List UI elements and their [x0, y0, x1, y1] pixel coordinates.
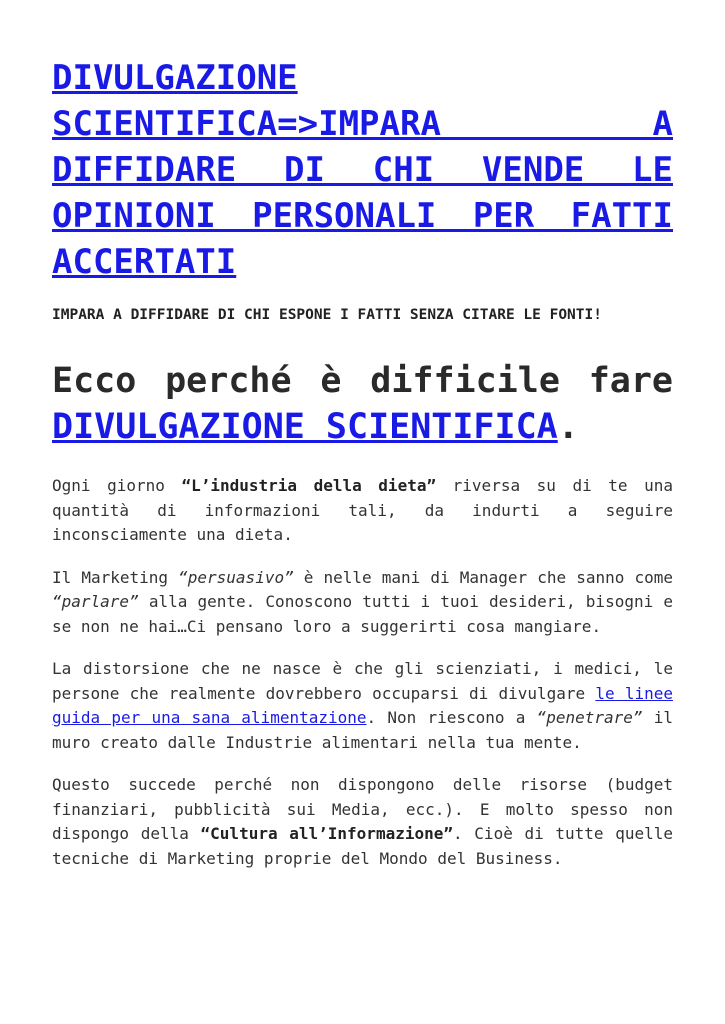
- linee-guida-link[interactable]: le linee guida per una sana alimentazione: [52, 683, 673, 727]
- p1-bold: “L’industria della dieta”: [181, 476, 437, 495]
- p2-text-e: alla gente. Conoscono tutti i tuoi desideri, bisogni e se non ne hai…Ci pensano loro a suggerirti cosa mangiare.: [52, 592, 673, 636]
- p4-text-a: Questo succede perché non dispongono delle risorse (budget finanziari, pubblicità sui Media, ecc.). E molto spesso non dispongo della: [52, 775, 673, 843]
- divulgazione-link[interactable]: DIVULGAZIONE SCIENTIFICA: [52, 407, 558, 447]
- p2-italic-2: “parlare”: [52, 592, 139, 611]
- p2-text-a: Il Marketing: [52, 567, 179, 587]
- p2-italic-1: “persuasivo”: [178, 567, 294, 587]
- paragraph-1: [52, 474, 673, 548]
- p4-text-c: . Cioè di tutte quelle tecniche di Marketing proprie del Mondo del Business.: [52, 824, 674, 868]
- paragraph-2: [52, 566, 673, 640]
- p1-text-a: Ogni giorno: [52, 476, 182, 495]
- p1-text-c: riversa su di te una quantità di informazioni tali, da indurti a seguire inconsciamente una dieta.: [52, 476, 673, 544]
- section-heading-prefix: Ecco perché è difficile fare: [52, 361, 673, 401]
- p3-italic: “penetrare”: [536, 708, 643, 727]
- section-heading-suffix: .: [557, 407, 579, 447]
- p3-text-b: . Non riescono a: [366, 708, 537, 727]
- section-heading: [52, 358, 673, 450]
- paragraph-3: [52, 657, 673, 755]
- article-title: [52, 55, 673, 285]
- p3-text-d: il muro creato dalle Industrie alimentari nella tua mente.: [52, 708, 673, 752]
- article-subtitle: IMPARA A DIFFIDARE DI CHI ESPONE I FATTI SENZA CITARE LE FONTI!: [52, 307, 602, 323]
- p2-text-c: è nelle mani di Manager che sanno come: [293, 567, 673, 587]
- paragraph-4: [52, 773, 673, 871]
- article-title-link[interactable]: DIVULGAZIONE SCIENTIFICA=>IMPARA A DIFFIDARE DI CHI VENDE LE OPINIONI PERSONALI PER FATTI ACCERTATI: [52, 58, 673, 282]
- p3-text-a: La distorsione che ne nasce è che gli scienziati, i medici, le persone che realmente dovrebbero occuparsi di divulgare: [52, 659, 673, 703]
- p4-bold: “Cultura all’Informazione”: [200, 824, 454, 843]
